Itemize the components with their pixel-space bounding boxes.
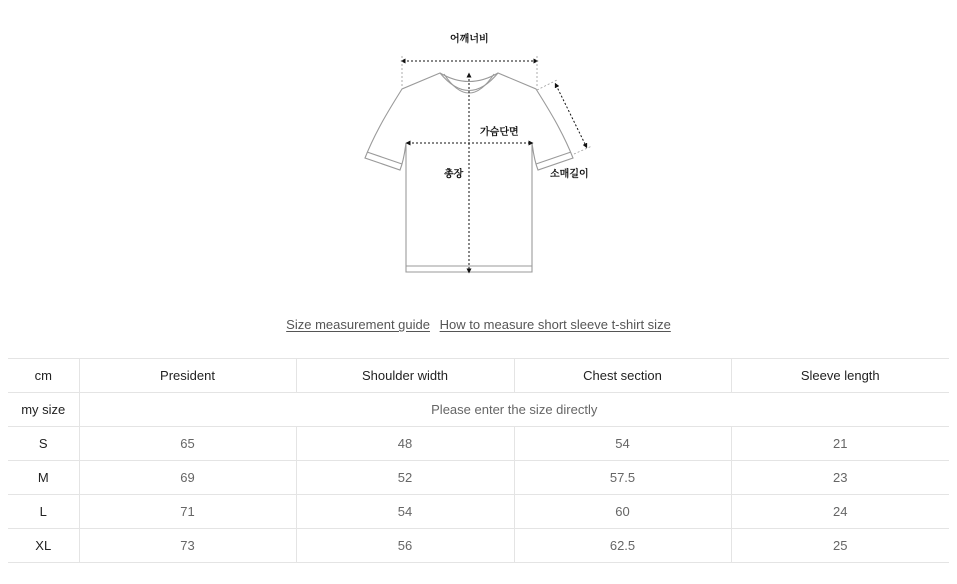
sleeve-length-label: 소매길이 [550, 169, 589, 180]
column-header-chest-section: Chest section [514, 359, 731, 393]
table-row [8, 427, 949, 461]
table-row [8, 461, 949, 495]
table-cell: 73 [79, 529, 296, 563]
size-label: XL [8, 529, 79, 563]
how-to-measure-link[interactable]: How to measure short sleeve t-shirt size [439, 317, 671, 332]
table-cell: 71 [79, 495, 296, 529]
table-cell: 52 [296, 461, 514, 495]
total-length-label: 총장 [444, 169, 464, 180]
table-cell: 62.5 [514, 529, 731, 563]
table-cell: 54 [514, 427, 731, 461]
unit-header: cm [8, 359, 79, 393]
my-size-label: my size [8, 393, 79, 427]
table-cell: 23 [731, 461, 949, 495]
chest-section-label: 가슴단면 [480, 127, 519, 138]
table-cell: 69 [79, 461, 296, 495]
guide-links [0, 316, 957, 334]
table-cell: 65 [79, 427, 296, 461]
column-header-sleeve-length: Sleeve length [731, 359, 949, 393]
table-cell: 60 [514, 495, 731, 529]
table-cell: 56 [296, 529, 514, 563]
table-cell: 57.5 [514, 461, 731, 495]
column-header-shoulder-width: Shoulder width [296, 359, 514, 393]
size-label: L [8, 495, 79, 529]
shoulder-width-label: 어깨너비 [450, 34, 489, 45]
size-label: M [8, 461, 79, 495]
table-header-row [8, 359, 949, 393]
table-row [8, 529, 949, 563]
table-cell: 48 [296, 427, 514, 461]
my-size-row [8, 393, 949, 427]
size-label: S [8, 427, 79, 461]
table-cell: 25 [731, 529, 949, 563]
table-cell: 21 [731, 427, 949, 461]
table-cell: 54 [296, 495, 514, 529]
size-table [8, 358, 949, 563]
table-row [8, 495, 949, 529]
column-header-president: President [79, 359, 296, 393]
size-measurement-guide-link[interactable]: Size measurement guide [286, 317, 430, 332]
table-cell: 24 [731, 495, 949, 529]
my-size-input-prompt[interactable]: Please enter the size directly [79, 393, 949, 427]
